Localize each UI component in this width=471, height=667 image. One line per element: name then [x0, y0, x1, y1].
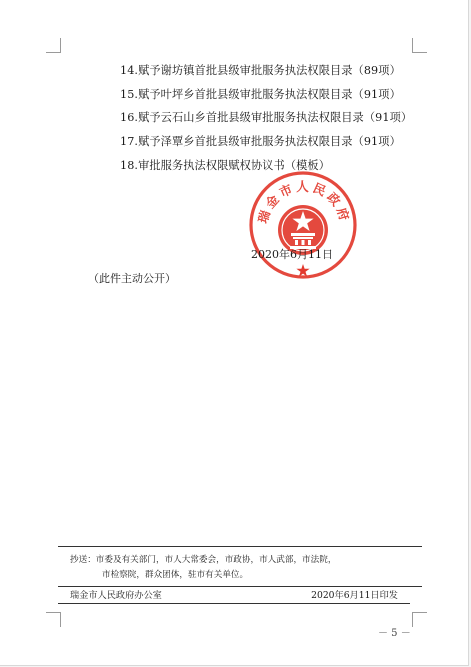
attachment-item: 16.赋予云石山乡首批县级审批服务执法权限目录（91项）	[120, 111, 413, 125]
crop-mark-top-right	[412, 38, 427, 53]
seal-star-icon	[296, 264, 309, 277]
cc-recipients-line-1: 市委及有关部门，市人大常委会，市政协，市人武部，市法院，	[95, 555, 337, 565]
issuing-office: 瑞金市人民政府办公室	[70, 590, 162, 601]
public-disclosure-note: （此件主动公开）	[88, 272, 176, 285]
cc-recipients-line-2: 市检察院，群众团体，驻市有关单位。	[102, 570, 249, 580]
issue-date: 2020年6月11日印发	[311, 590, 398, 601]
attachment-item: 17.赋予泽覃乡首批县级审批服务执法权限目录（91项）	[120, 135, 401, 149]
crop-mark-bottom-left	[46, 612, 61, 627]
crop-mark-top-left	[46, 38, 61, 53]
crop-mark-bottom-right	[412, 612, 427, 627]
seal-text: 瑞金市人民政府	[254, 179, 354, 226]
cc-label: 抄送：	[70, 555, 96, 565]
page-number: － 5 －	[378, 628, 411, 639]
attachment-list	[120, 59, 412, 177]
cc-block	[58, 546, 422, 587]
attachment-item: 14.赋予谢坊镇首批县级审批服务执法权限目录（89项）	[120, 64, 401, 77]
official-seal	[248, 170, 358, 280]
attachment-item: 18.审批服务执法权限赋权协议书（模板）	[120, 158, 330, 172]
signature-date: 2020年6月11日	[251, 248, 333, 261]
attachment-item: 15.赋予叶坪乡首批县级审批服务执法权限目录（91项）	[120, 87, 401, 101]
issuer-row	[58, 583, 410, 604]
